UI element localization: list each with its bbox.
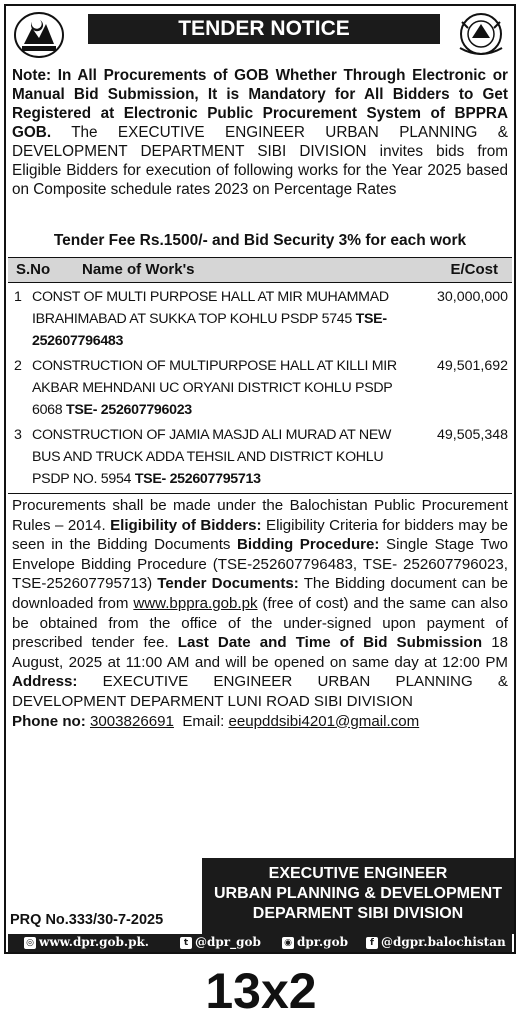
procedure-label: Bidding Procedure: bbox=[237, 536, 380, 554]
sno-header: S.No bbox=[16, 261, 51, 278]
documents-label: Tender Documents: bbox=[157, 575, 299, 593]
signature-title: EXECUTIVE ENGINEER bbox=[268, 865, 448, 882]
work-name-header: Name of Work's bbox=[82, 261, 195, 278]
address-text: EXECUTIVE ENGINEER URBAN PLANNING & DEVELOPMENT DEPARMENT LUNI ROAD SIBI DIVISION bbox=[12, 673, 508, 710]
tse-number: TSE- 252607796483 bbox=[32, 311, 387, 349]
globe-icon: ◎ bbox=[24, 937, 36, 949]
eligibility-text: Eligibility Criteria for bidders may be seen in the Bidding Documents bbox=[12, 516, 508, 554]
tender-fee-line: Tender Fee Rs.1500/- and Bid Security 3% for each work bbox=[53, 232, 467, 249]
row-number: 2 bbox=[14, 358, 22, 374]
invitation-text: The EXECUTIVE ENGINEER URBAN PLANNING & DEVELOPMENT DEPARTMENT SIBI DIVISION invites bids from Eligible Bidders for execution of following works for the Year 2025 based on Composite schedule rates 2023 on Percentage Rates bbox=[12, 124, 508, 198]
phone-label: Phone no: bbox=[12, 712, 86, 730]
rules-text: Procurements shall be made under the Balochistan Public Procurement Rules – 2014. bbox=[12, 497, 508, 534]
footer-website[interactable]: ◎ www.dpr.gob.pk. bbox=[24, 935, 149, 949]
work-description: CONST OF MULTI PURPOSE HALL AT MIR MUHAMMAD IBRAHIMABAD AT SUKKA TOP KOHLU PSDP 5745 TSE- 252607796483 bbox=[32, 289, 389, 349]
facebook-icon: f bbox=[366, 937, 378, 949]
cost-header: E/Cost bbox=[450, 261, 498, 278]
intro-paragraph bbox=[12, 66, 508, 199]
signature-block bbox=[202, 858, 514, 934]
work-description: CONSTRUCTION OF MULTIPURPOSE HALL AT KILLI MIR AKBAR MEHNDANI UC ORYANI DISTRICT KOHLU PSDP 6068 TSE- 252607796023 bbox=[32, 358, 397, 418]
footer-facebook[interactable]: f @dgpr.balochistan bbox=[366, 935, 506, 949]
work-description: CONSTRUCTION OF JAMIA MASJD ALI MURAD AT NEW BUS AND TRUCK ADDA TEHSIL AND DISTRICT KOHLU PSDP NO. 5954 TSE- 252607795713 bbox=[32, 427, 392, 487]
footer-instagram[interactable]: ◉ dpr.gob bbox=[282, 935, 348, 949]
prq-number: PRQ No.333/30-7-2025 bbox=[10, 912, 164, 928]
row-number: 3 bbox=[14, 427, 22, 443]
ad-size-label: 13x2 bbox=[205, 963, 317, 1019]
tender-notice-frame bbox=[4, 4, 516, 954]
row-number: 1 bbox=[14, 289, 22, 305]
eligibility-label: Eligibility of Bidders: bbox=[110, 516, 262, 534]
deadline-text: 18 August, 2025 at 11:00 AM and will be opened on same day at 12:00 PM bbox=[12, 634, 508, 671]
estimated-cost: 49,501,692 bbox=[436, 358, 508, 374]
email-label: Email: bbox=[182, 712, 225, 730]
department-seal-icon bbox=[454, 10, 508, 60]
footer-twitter[interactable]: t @dpr_gob bbox=[180, 935, 261, 949]
procurement-details bbox=[12, 496, 508, 731]
estimated-cost: 49,505,348 bbox=[436, 427, 508, 443]
balochistan-emblem-icon bbox=[12, 10, 66, 60]
documents-text: The Bidding document can be downloaded from bbox=[12, 575, 508, 612]
signature-department: URBAN PLANNING & DEVELOPMENT bbox=[213, 885, 502, 902]
procedure-text: Single Stage Two Envelope Bidding Procedure (TSE-252607796483, TSE- 252607796023, TSE-252607795713) bbox=[12, 536, 509, 593]
address-label: Address: bbox=[12, 673, 78, 691]
twitter-icon: t bbox=[180, 937, 192, 949]
tse-number: TSE- 252607796023 bbox=[66, 402, 192, 418]
email-link[interactable]: eeupddsibi4201@gmail.com bbox=[228, 712, 420, 730]
page-title: TENDER NOTICE bbox=[88, 14, 440, 44]
deadline-label: Last Date and Time of Bid Submission bbox=[177, 634, 483, 652]
estimated-cost: 30,000,000 bbox=[436, 289, 508, 305]
section-divider bbox=[8, 493, 512, 494]
works-table-header bbox=[8, 257, 512, 283]
bppra-registration-note: Note: In All Procurements of GOB Whether Through Electronic or Manual Bid Submission, It is Mandatory for All Bidders to Get Registered at Electronic Public Procurement System of BPPRA GOB. bbox=[12, 67, 508, 141]
footer-bar bbox=[8, 934, 512, 952]
instagram-icon: ◉ bbox=[282, 937, 294, 949]
phone-link[interactable]: 3003826691 bbox=[89, 712, 174, 730]
signature-division: DEPARMENT SIBI DIVISION bbox=[252, 905, 464, 922]
tse-number: TSE- 252607795713 bbox=[134, 471, 261, 487]
bppra-website-link[interactable]: www.bppra.gob.pk bbox=[133, 594, 258, 612]
documents-text-continued: (free of cost) and the same can also be obtained from the office of the under-signed upon payment of prescribed tender fee. bbox=[12, 594, 508, 652]
